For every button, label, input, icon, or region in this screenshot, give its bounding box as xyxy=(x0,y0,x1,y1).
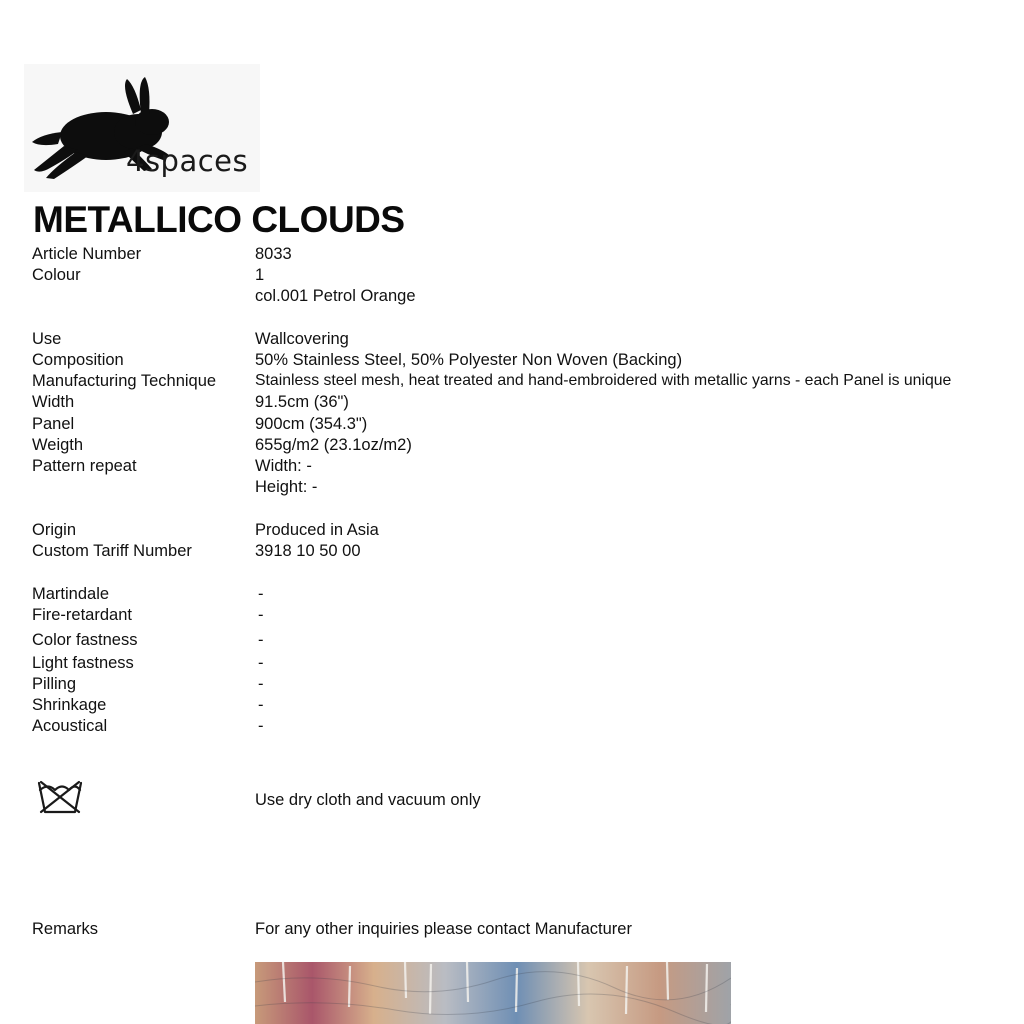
width-label: Width xyxy=(32,393,75,411)
shrinkage-value: - xyxy=(258,696,264,714)
tariff-value: 3918 10 50 00 xyxy=(255,542,361,560)
do-not-wash-icon xyxy=(36,778,84,816)
acoustical-label: Acoustical xyxy=(32,717,108,735)
pattern-repeat-width: Width: - xyxy=(255,457,312,475)
colour-value: 1 xyxy=(255,266,265,284)
pattern-repeat-height: Height: - xyxy=(255,478,318,496)
technique-label: Manufacturing Technique xyxy=(32,372,217,390)
fire-retardant-value: - xyxy=(258,606,264,624)
colour-name-value: col.001 Petrol Orange xyxy=(255,287,416,305)
light-fastness-label: Light fastness xyxy=(32,654,134,672)
fabric-swatch-image xyxy=(255,962,731,1024)
article-number-label: Article Number xyxy=(32,245,142,263)
tariff-label: Custom Tariff Number xyxy=(32,542,192,560)
brand-name: 4spaces xyxy=(126,144,249,178)
pilling-label: Pilling xyxy=(32,675,77,693)
panel-label: Panel xyxy=(32,415,75,433)
use-value: Wallcovering xyxy=(255,330,349,348)
weight-value: 655g/m2 (23.1oz/m2) xyxy=(255,436,412,454)
composition-label: Composition xyxy=(32,351,124,369)
shrinkage-label: Shrinkage xyxy=(32,696,107,714)
composition-value: 50% Stainless Steel, 50% Polyester Non Woven (Backing) xyxy=(255,351,683,369)
care-instruction: Use dry cloth and vacuum only xyxy=(255,791,481,809)
remarks-value: For any other inquiries please contact Manufacturer xyxy=(255,920,632,938)
width-value: 91.5cm (36") xyxy=(255,393,349,411)
origin-value: Produced in Asia xyxy=(255,521,379,539)
acoustical-value: - xyxy=(258,717,264,735)
remarks-label: Remarks xyxy=(32,920,99,938)
pilling-value: - xyxy=(258,675,264,693)
weight-label: Weigth xyxy=(32,436,84,454)
martindale-value: - xyxy=(258,585,264,603)
pattern-repeat-label: Pattern repeat xyxy=(32,457,137,475)
product-title: METALLICO CLOUDS xyxy=(33,199,405,240)
article-number-value: 8033 xyxy=(255,245,292,263)
colour-label: Colour xyxy=(32,266,81,284)
fire-retardant-label: Fire-retardant xyxy=(32,606,132,624)
use-label: Use xyxy=(32,330,62,348)
technique-value: Stainless steel mesh, heat treated and hand-embroidered with metallic yarns - each Panel is unique xyxy=(255,372,952,389)
origin-label: Origin xyxy=(32,521,77,539)
martindale-label: Martindale xyxy=(32,585,110,603)
light-fastness-value: - xyxy=(258,654,264,672)
color-fastness-value: - xyxy=(258,631,264,649)
panel-value: 900cm (354.3") xyxy=(255,415,368,433)
color-fastness-label: Color fastness xyxy=(32,631,138,649)
brand-logo xyxy=(24,64,260,192)
